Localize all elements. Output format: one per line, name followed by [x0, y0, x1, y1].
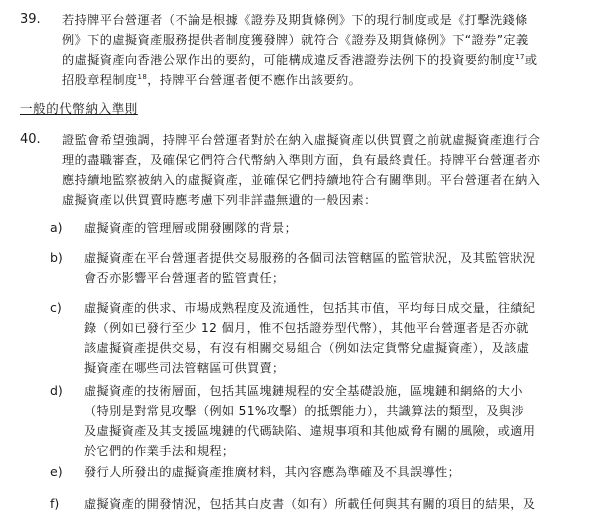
list-item-label: b)	[50, 250, 63, 265]
text-line: 該虛擬資產提供交易，有沒有相關交易組合（例如法定貨幣兌虛擬資產），及該虛	[84, 341, 530, 355]
text-line: 證監會希望強調，持牌平台營運者對於在納入虛擬資產以供買賣之前就虛擬資產進行合	[62, 133, 541, 147]
list-item-text	[84, 381, 572, 461]
text-line: （特別是對常見攻擊（例如 51%攻擊）的抵禦能力），共識算法的類型，及與涉	[84, 404, 524, 418]
list-item-label: e)	[50, 464, 63, 479]
text-line: 虛擬資產的開發情況，包括其白皮書（如有）所載任何與其有關的項目的結果，及	[84, 497, 536, 511]
text-line: 虛擬資產的技術層面，包括其區塊鏈規程的安全基礎設施，區塊鏈和網絡的大小	[84, 384, 523, 398]
text-line: 虛擬資產的管理層或開發團隊的背景；	[84, 221, 298, 235]
text-line: 虛擬資產在平台營運者提供交易服務的各個司法管轄區的監管狀況，及其監管狀況	[84, 251, 536, 265]
footnote-ref[interactable]: 18	[137, 72, 148, 81]
text-line: 例》下的虛擬資產服務提供者制度獲發牌）就符合《證券及期貨條例》下“證券”定義	[62, 33, 529, 47]
list-item-label: c)	[50, 300, 62, 315]
section-heading: 一般的代幣納入準則	[20, 101, 138, 116]
text-line: 擬資產在哪些司法管轄區可供買賣；	[84, 361, 285, 375]
text-line: 虛擬資產的供求、市場成熟程度及流通性，包括其市值，平均每日成交量，往績紀	[84, 301, 536, 315]
list-item-label: f)	[50, 496, 60, 511]
text-line: 若持牌平台營運者（不論是根據《證券及期貨條例》下的現行制度或是《打擊洗錢條	[62, 13, 528, 27]
text-segment: 招股章程制度	[62, 73, 138, 87]
text-line	[62, 50, 582, 70]
text-line: 及虛擬資產及其支援區塊鏈的代碼缺陷、違規事項和其他威脅有關的風險，或適用	[84, 424, 536, 438]
list-item-text	[84, 298, 572, 378]
text-line: 虛擬資產以供買賣時應考慮下列非詳盡無遺的一般因素：	[62, 193, 377, 207]
paragraph-number: 39.	[20, 12, 41, 27]
footnote-ref[interactable]: 17	[515, 52, 525, 61]
list-item-text	[84, 462, 572, 482]
text-segment: ，持牌平台營運者便不應作出該要約。	[147, 73, 362, 87]
text-line: 應持續地監察被納入的虛擬資產，並確保它們持續地符合有關準則。平台營運者在納入	[62, 173, 541, 187]
paragraph-text	[62, 10, 582, 90]
list-item-text	[84, 218, 572, 238]
text-line: 會否亦影響平台營運者的監管責任；	[84, 271, 285, 285]
paragraph-text	[62, 130, 582, 210]
list-item-text	[84, 248, 572, 288]
text-line: 發行人所發出的虛擬資產推廣材料，其內容應為準確及不具誤導性；	[84, 465, 461, 479]
list-item-label: a)	[50, 220, 63, 235]
text-segment: 或	[524, 53, 538, 67]
text-line: 於它們的作業手法和規程；	[84, 444, 235, 458]
list-item-text	[84, 494, 572, 512]
text-line	[62, 70, 582, 90]
text-segment: 的虛擬資產向香港公眾作出的要約，可能構成違反香港證券法例下的投資要約制度	[62, 53, 516, 67]
list-item-label: d)	[50, 383, 63, 398]
text-line: 錄（例如已發行至少 12 個月，惟不包括證券型代幣），其他平台營運者是否亦就	[84, 321, 529, 335]
paragraph-number: 40.	[20, 132, 41, 147]
text-line: 理的盡職審查，及確保它們符合代幣納入準則方面，負有最終責任。持牌平台營運者亦	[62, 153, 541, 167]
